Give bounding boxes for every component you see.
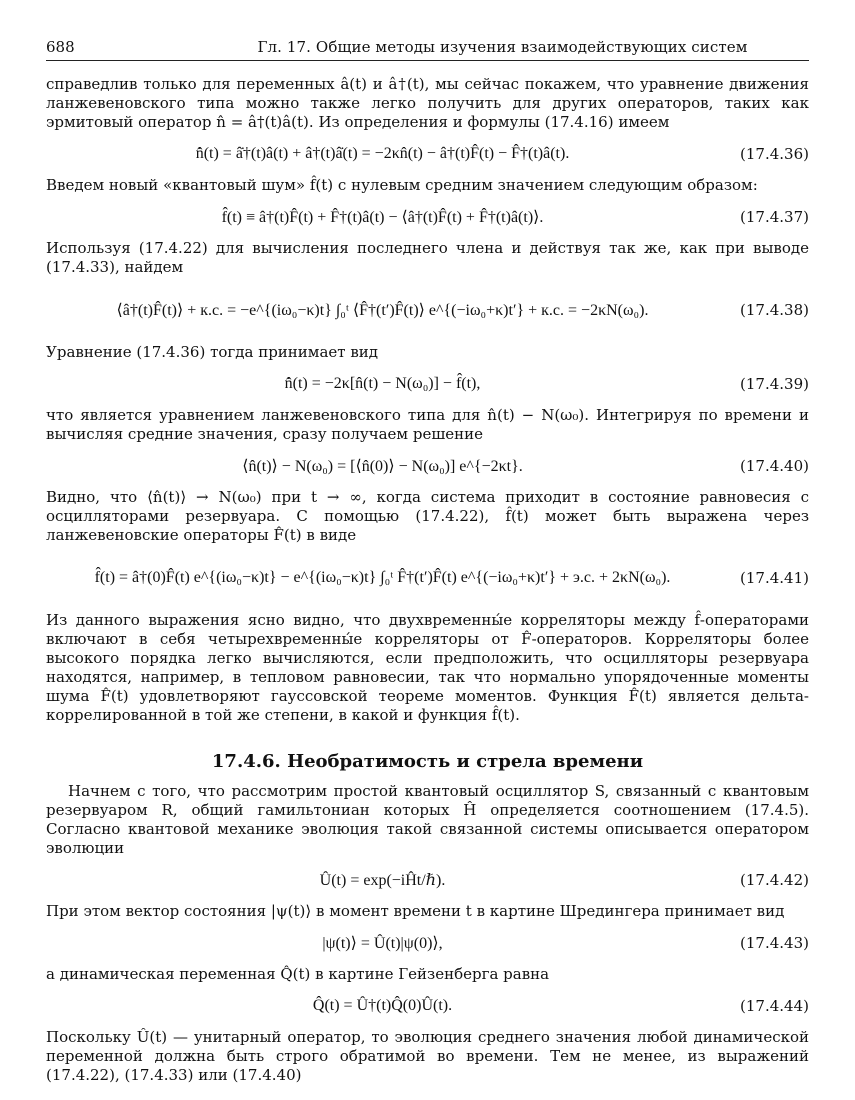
running-head: Гл. 17. Общие методы изучения взаимодействующих систем (257, 38, 748, 56)
paragraph-9: При этом вектор состояния |ψ(t)⟩ в момент времени t в картине Шредингера принимает вид (46, 902, 785, 920)
equation-17-4-40 (46, 450, 809, 482)
equation-17-4-43 (46, 927, 809, 959)
section-heading: 17.4.6. Необратимость и стрела времени (211, 751, 644, 772)
page-header (46, 38, 809, 61)
equation-17-4-44 (46, 990, 809, 1022)
equation-formula: Q̂(t) = Û†(t)Q̂(0)Û(t). (312, 997, 453, 1014)
equation-number: (17.4.38) (740, 301, 809, 319)
equation-number: (17.4.37) (740, 208, 809, 226)
paragraph-8: Начнем с того, что рассмотрим простой квантовый осциллятор S, связанный с квантовым резервуаром R, общий гамильтониан которых Ĥ определяется соотношением (17.4.5). Согласно квантовой механике эволюция такой связанной системы описывается оператором эволюции (46, 782, 809, 857)
paragraph-7: Из данного выражения ясно видно, что двухвременны́е корреляторы между f̂-операторами включают в себя четырехвременны́е корреляторы от F̂-операторов. Корреляторы более высокого порядка легко вычисляются, если предположить, что осцилляторы резервуара находятся, например, в тепловом равновесии, так что нормально упорядоченные моменты шума F̂(t) удовлетворяют гауссовской теореме моментов. Функция F̂(t) является дельта-коррелированной в той же степени, в какой и функция f̂(t). (46, 611, 809, 724)
equation-number: (17.4.36) (740, 145, 809, 163)
equation-formula: ⟨n̂(t)⟩ − N(ω₀) = [⟨n̂(0)⟩ − N(ω₀)] e^{−2κt}. (242, 458, 523, 475)
equation-17-4-38 (46, 283, 809, 337)
equation-number: (17.4.41) (740, 569, 809, 587)
equation-17-4-41 (46, 551, 809, 605)
equation-formula: ⟨â†(t)F̂(t)⟩ + к.с. = −e^{(iω₀−κ)t} ∫₀ᵗ ⟨F̂†(t′)F̂(t)⟩ e^{(−iω₀+κ)t′} + к.с. = −2κN(ω₀). (116, 302, 649, 319)
equation-formula: |ψ(t)⟩ = Û(t)|ψ(0)⟩, (322, 935, 443, 952)
page-number: 688 (46, 38, 75, 56)
paragraph-2: Введем новый «квантовый шум» f̂(t) с нулевым средним значением следующим образом: (46, 176, 758, 194)
equation-number: (17.4.40) (740, 457, 809, 475)
equation-formula: f̂(t) = â†(0)F̂(t) e^{(iω₀−κ)t} − e^{(iω₀−κ)t} ∫₀ᵗ F̂†(t′)F̂(t) e^{(−iω₀+κ)t′} + э.с. + 2κN(ω₀). (94, 569, 671, 586)
equation-17-4-42 (46, 864, 809, 896)
equation-formula: f̂(t) ≡ â†(t)F̂(t) + F̂†(t)â(t) − ⟨â†(t)F̂(t) + F̂†(t)â(t)⟩. (221, 209, 544, 226)
equation-formula: n̂̇(t) = −2κ[n̂(t) − N(ω₀)] − f̂(t), (284, 375, 481, 392)
page (46, 38, 809, 1085)
paragraph-1: справедлив только для переменных â(t) и â†(t), мы сейчас покажем, что уравнение движения ланжевеновского типа можно также легко получить для других операторов, таких как эрмитовый оператор n̂ = â†(t)â(t). Из определения и формулы (17.4.16) имеем (46, 75, 809, 131)
equation-number: (17.4.42) (740, 871, 809, 889)
equation-17-4-36 (46, 138, 809, 170)
paragraph-4: Уравнение (17.4.36) тогда принимает вид (46, 343, 379, 361)
paragraph-5: что является уравнением ланжевеновского типа для n̂(t) − N(ω₀). Интегрируя по времени и вычисляя средние значения, сразу получаем решение (46, 406, 809, 443)
paragraph-3: Используя (17.4.22) для вычисления последнего члена и действуя так же, как при выводе (17.4.33), найдем (46, 239, 809, 276)
equation-formula: Û(t) = exp(−iĤt/ℏ). (319, 872, 446, 889)
equation-number: (17.4.43) (740, 934, 809, 952)
equation-17-4-37 (46, 201, 809, 233)
paragraph-10: а динамическая переменная Q̂(t) в картине Гейзенберга равна (46, 965, 550, 983)
equation-number: (17.4.39) (740, 375, 809, 393)
equation-17-4-39 (46, 368, 809, 400)
paragraph-6: Видно, что ⟨n̂(t)⟩ → N(ω₀) при t → ∞, когда система приходит в состояние равновесия с осцилляторами резервуара. С помощью (17.4.22), f̂(t) может быть выражена через ланжевеновские операторы F̂(t) в виде (46, 488, 809, 544)
equation-number: (17.4.44) (740, 997, 809, 1015)
paragraph-11: Поскольку Û(t) — унитарный оператор, то эволюция среднего значения любой динамической переменной должна быть строго обратимой во времени. Тем не менее, из выражений (17.4.22), (17.4.33) или (17.4.40) (46, 1028, 809, 1084)
equation-formula: n̂̇(t) = â̇†(t)â(t) + â†(t)â̇(t) = −2κn̂(t) − â†(t)F̂(t) − F̂†(t)â(t). (195, 145, 570, 162)
